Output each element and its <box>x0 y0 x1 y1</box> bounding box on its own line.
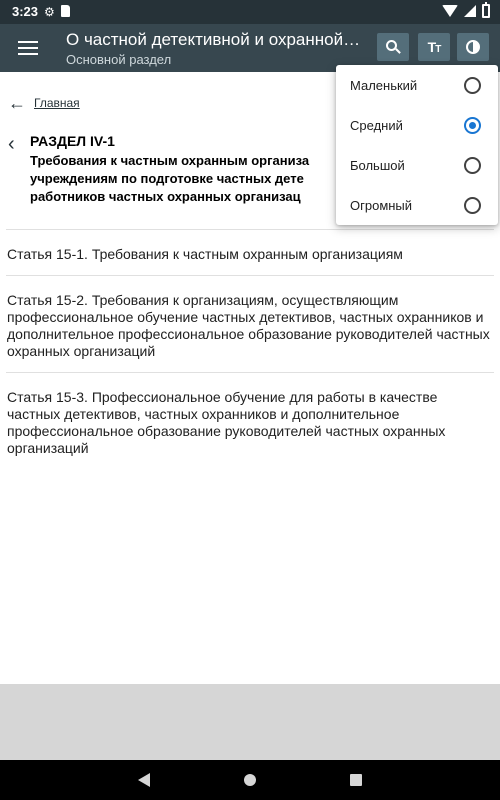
back-arrow-icon[interactable]: ← <box>8 93 26 113</box>
article-item[interactable]: Статья 15-3. Профессиональное обучение для работы в качестве частных детективов, частных охранников и дополнительное профессиональное образование руководителей частных охранных организаций <box>7 389 446 456</box>
wifi-icon <box>442 5 458 17</box>
font-size-option-large[interactable] <box>336 145 498 185</box>
section-label: РАЗДЕЛ IV-1 <box>30 133 115 149</box>
article-item[interactable]: Статья 15-2. Требования к организациям, осуществляющим профессиональное обучение частных детективов, частных охранников и дополнительное профессиональное образование руководителей частных охранных организаций <box>6 276 494 373</box>
cellular-icon <box>464 5 476 17</box>
nav-recents-icon[interactable] <box>350 774 362 786</box>
sd-card-icon <box>61 5 70 17</box>
text-size-icon: TT <box>427 39 441 55</box>
option-label: Огромный <box>350 197 413 213</box>
article-item[interactable]: Статья 15-1. Требования к частным охранным организациям <box>6 229 494 276</box>
article-list <box>0 229 500 469</box>
breadcrumb-home-link[interactable]: Главная <box>34 96 80 110</box>
contrast-icon <box>466 40 480 54</box>
search-icon <box>386 40 397 51</box>
gear-icon: ⚙ <box>44 5 55 19</box>
radio-button[interactable] <box>464 157 481 174</box>
nav-home-icon[interactable] <box>244 774 256 786</box>
breadcrumb <box>8 94 80 112</box>
empty-area <box>0 684 500 760</box>
option-label: Средний <box>350 117 403 133</box>
menu-button[interactable] <box>14 34 42 62</box>
status-bar <box>0 0 500 24</box>
system-nav-bar <box>0 760 500 800</box>
font-size-menu <box>336 65 498 225</box>
contrast-button[interactable] <box>457 33 489 61</box>
radio-button-checked[interactable] <box>464 117 481 134</box>
chevron-left-icon[interactable]: ‹ <box>8 133 15 155</box>
radio-button[interactable] <box>464 197 481 214</box>
status-time: 3:23 <box>12 4 39 19</box>
app-title: О частной детективной и охранной… <box>66 30 361 49</box>
section-title: Требования к частным охранным организа учреждениям по подготовке частных дете работников частных охранных организац <box>30 153 310 204</box>
app-subtitle: Основной раздел <box>66 52 172 67</box>
font-size-option-medium[interactable] <box>336 105 498 145</box>
hamburger-icon <box>18 41 38 43</box>
text-size-button[interactable] <box>418 33 450 61</box>
option-label: Большой <box>350 157 405 173</box>
radio-button[interactable] <box>464 77 481 94</box>
option-label: Маленький <box>350 77 418 93</box>
font-size-option-small[interactable] <box>336 65 498 105</box>
battery-icon <box>482 4 490 18</box>
search-button[interactable] <box>377 33 409 61</box>
font-size-option-huge[interactable] <box>336 185 498 225</box>
nav-back-icon[interactable] <box>138 773 150 787</box>
